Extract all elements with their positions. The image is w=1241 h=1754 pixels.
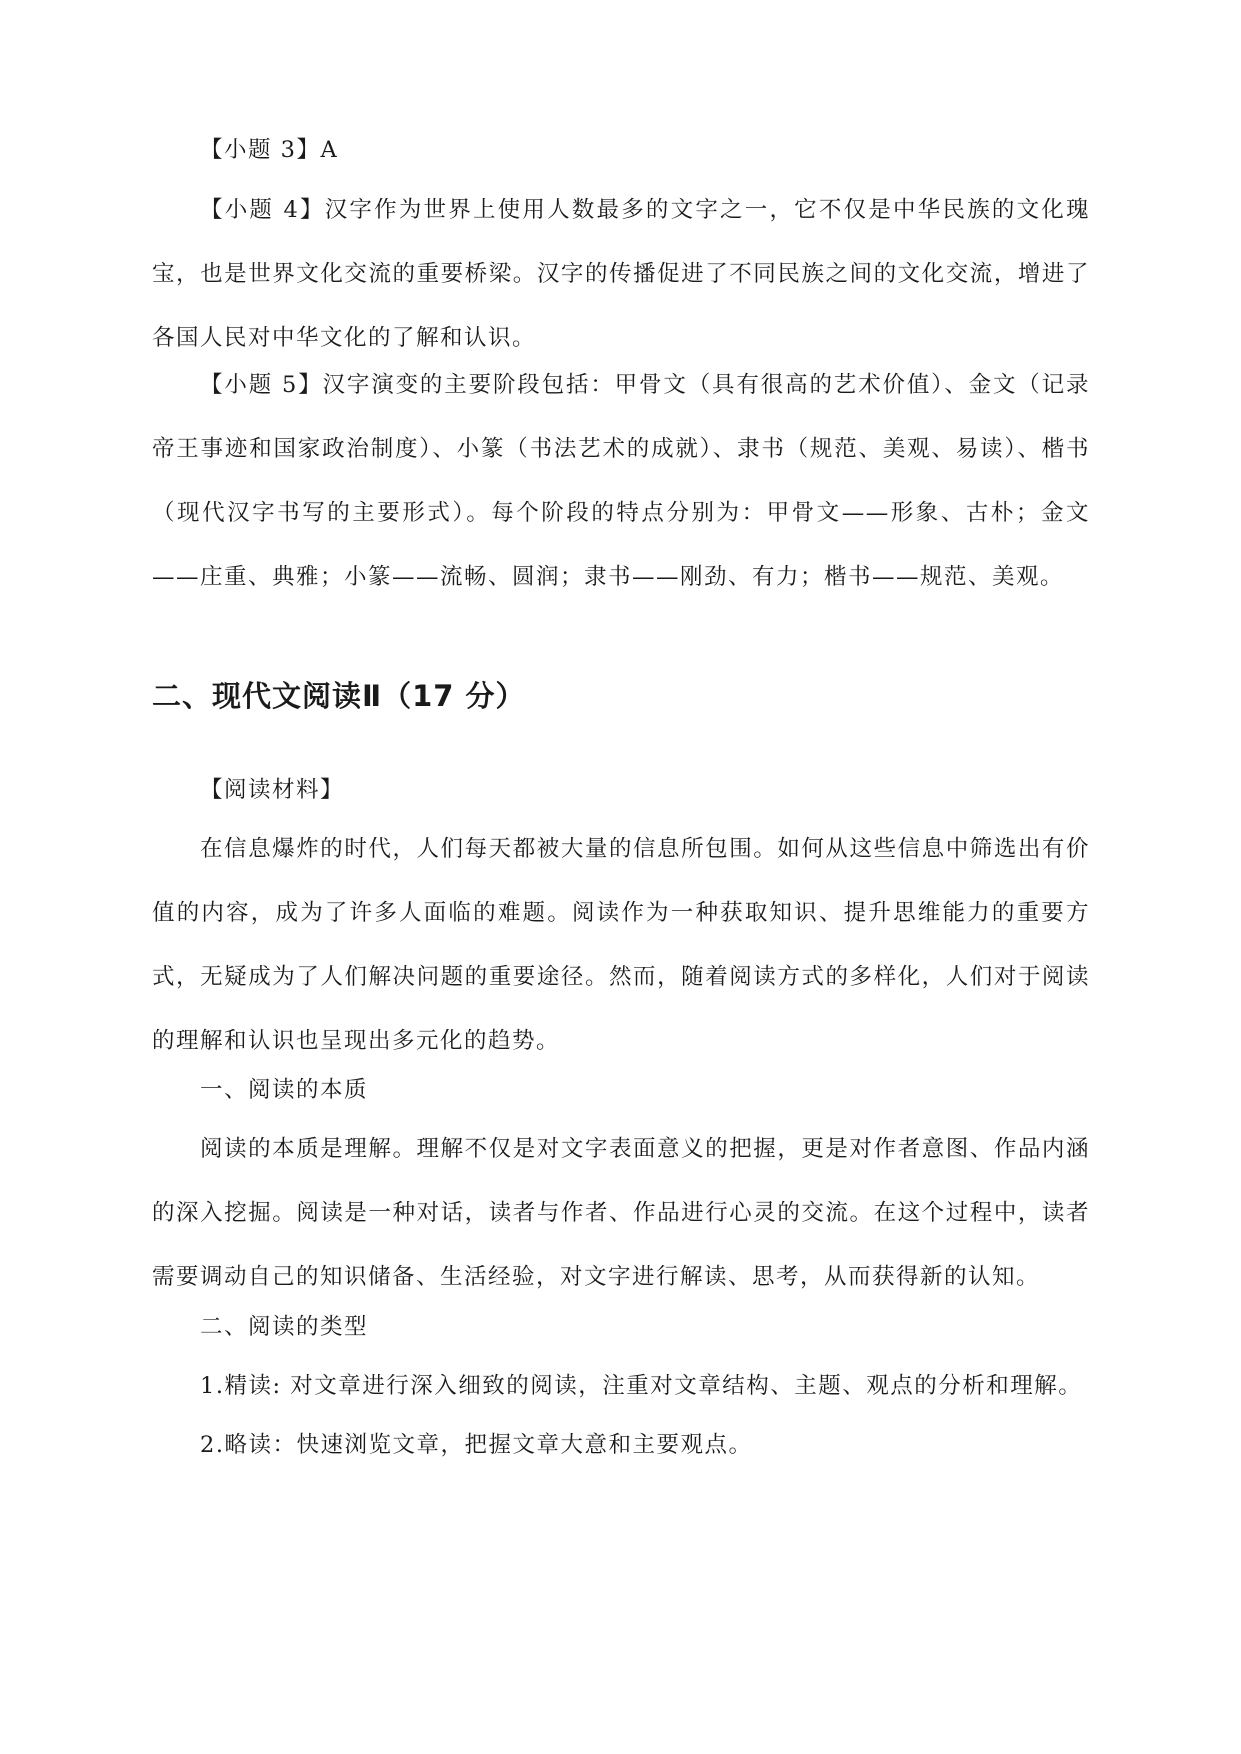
- intro-paragraph: 在信息爆炸的时代，人们每天都被大量的信息所包围。如何从这些信息中筛选出有价值的内容，成为了许多人面临的难题。阅读作为一种获取知识、提升思维能力的重要方式，无疑成为了人们解决问题的重要途径。然而，随着阅读方式的多样化，人们对于阅读的理解和认识也呈现出多元化的趋势。: [152, 836, 1090, 1054]
- answer-q4: 【小题 4】汉字作为世界上使用人数最多的文字之一，它不仅是中华民族的文化瑰宝，也是世界文化交流的重要桥梁。汉字的传播促进了不同民族之间的文化交流，增进了各国人民对中华文化的了解和认识。: [152, 197, 1090, 351]
- material-label: 【阅读材料】: [200, 777, 345, 803]
- subheading-types: 二、阅读的类型: [200, 1314, 369, 1340]
- section-heading: 二、现代文阅读Ⅱ（17 分）: [152, 679, 526, 713]
- answer-q3: 【小题 3】A: [200, 137, 339, 163]
- list-item-skimming: 2.略读：快速浏览文章，把握文章大意和主要观点。: [200, 1432, 753, 1458]
- subheading-essence: 一、阅读的本质: [200, 1077, 369, 1103]
- list-item-intensive: 1.精读: 对文章进行深入细致的阅读，注重对文章结构、主题、观点的分析和理解。: [200, 1373, 1083, 1399]
- answer-q5: 【小题 5】汉字演变的主要阶段包括：甲骨文（具有很高的艺术价值）、金文（记录帝王事迹和国家政治制度）、小篆（书法艺术的成就）、隶书（规范、美观、易读）、楷书（现代汉字书写的主要形式）。每个阶段的特点分别为：甲骨文——形象、古朴；金文——庄重、典雅；小篆——流畅、圆润；隶书——刚劲、有力；楷书——规范、美观。: [152, 372, 1090, 590]
- essence-paragraph: 阅读的本质是理解。理解不仅是对文字表面意义的把握，更是对作者意图、作品内涵的深入挖掘。阅读是一种对话，读者与作者、作品进行心灵的交流。在这个过程中，读者需要调动自己的知识储备、生活经验，对文字进行解读、思考，从而获得新的认知。: [152, 1136, 1090, 1290]
